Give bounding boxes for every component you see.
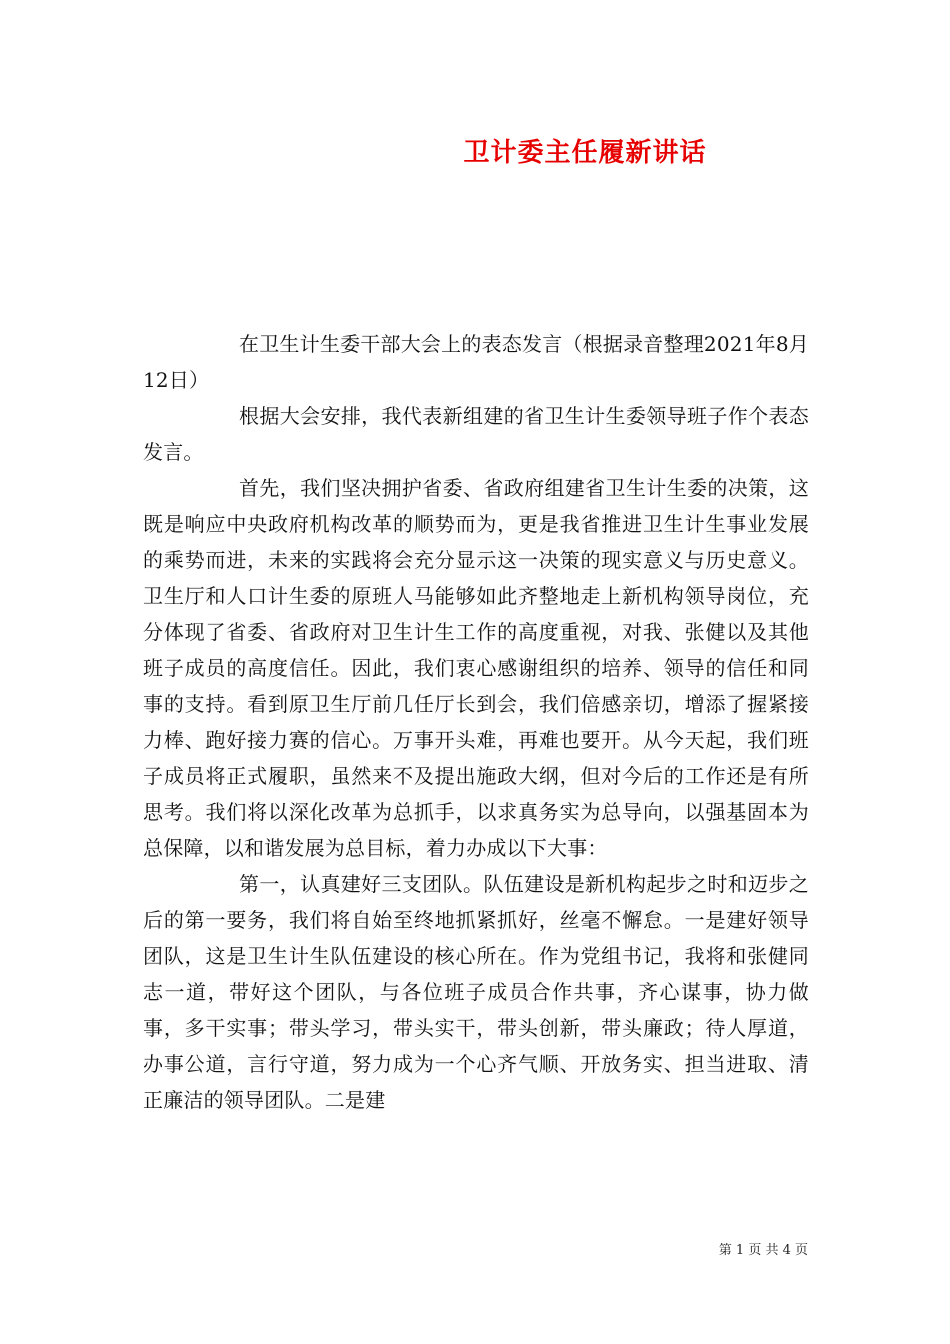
document-title: 卫计委主任履新讲话 [463, 138, 707, 168]
paragraph-opening: 根据大会安排，我代表新组建的省卫生计生委领导班子作个表态发言。 [143, 404, 809, 464]
paragraph-first: 首先，我们坚决拥护省委、省政府组建省卫生计生委的决策，这既是响应中央政府机构改革的顺势而为，更是我省推进卫生计生事业发展的乘势而进，未来的实践将会充分显示这一决策的现实意义与历史意义。卫生厅和人口计生委的原班人马能够如此齐整地走上新机构领导岗位，充分体现了省委、省政府对卫生计生工作的高度重视，对我、张健以及其他班子成员的高度信任。因此，我们衷心感谢组织的培养、领导的信任和同事的支持。看到原卫生厅前几任厅长到会，我们倍感亲切，增添了握紧接力棒、跑好接力赛的信心。万事开头难，再难也要开。从今天起，我们班子成员将正式履职，虽然来不及提出施政大纲，但对今后的工作还是有所思考。我们将以深化改革为总抓手，以求真务实为总导向，以强基固本为总保障，以和谐发展为总目标，着力办成以下大事： [143, 476, 809, 860]
page-number-footer: 第 1 页 共 4 页 [718, 1243, 808, 1258]
paragraph-intro: 在卫生计生委干部大会上的表态发言（根据录音整理2021年8月12日） [143, 332, 809, 392]
document-body [143, 326, 809, 1118]
paragraph-second: 第一，认真建好三支团队。队伍建设是新机构起步之时和迈步之后的第一要务，我们将自始至终地抓紧抓好，丝毫不懈怠。一是建好领导团队，这是卫生计生队伍建设的核心所在。作为党组书记，我将和张健同志一道，带好这个团队，与各位班子成员合作共事，齐心谋事，协力做事，多干实事；带头学习，带头实干，带头创新，带头廉政；待人厚道，办事公道，言行守道，努力成为一个心齐气顺、开放务实、担当进取、清正廉洁的领导团队。二是建 [143, 872, 809, 1112]
